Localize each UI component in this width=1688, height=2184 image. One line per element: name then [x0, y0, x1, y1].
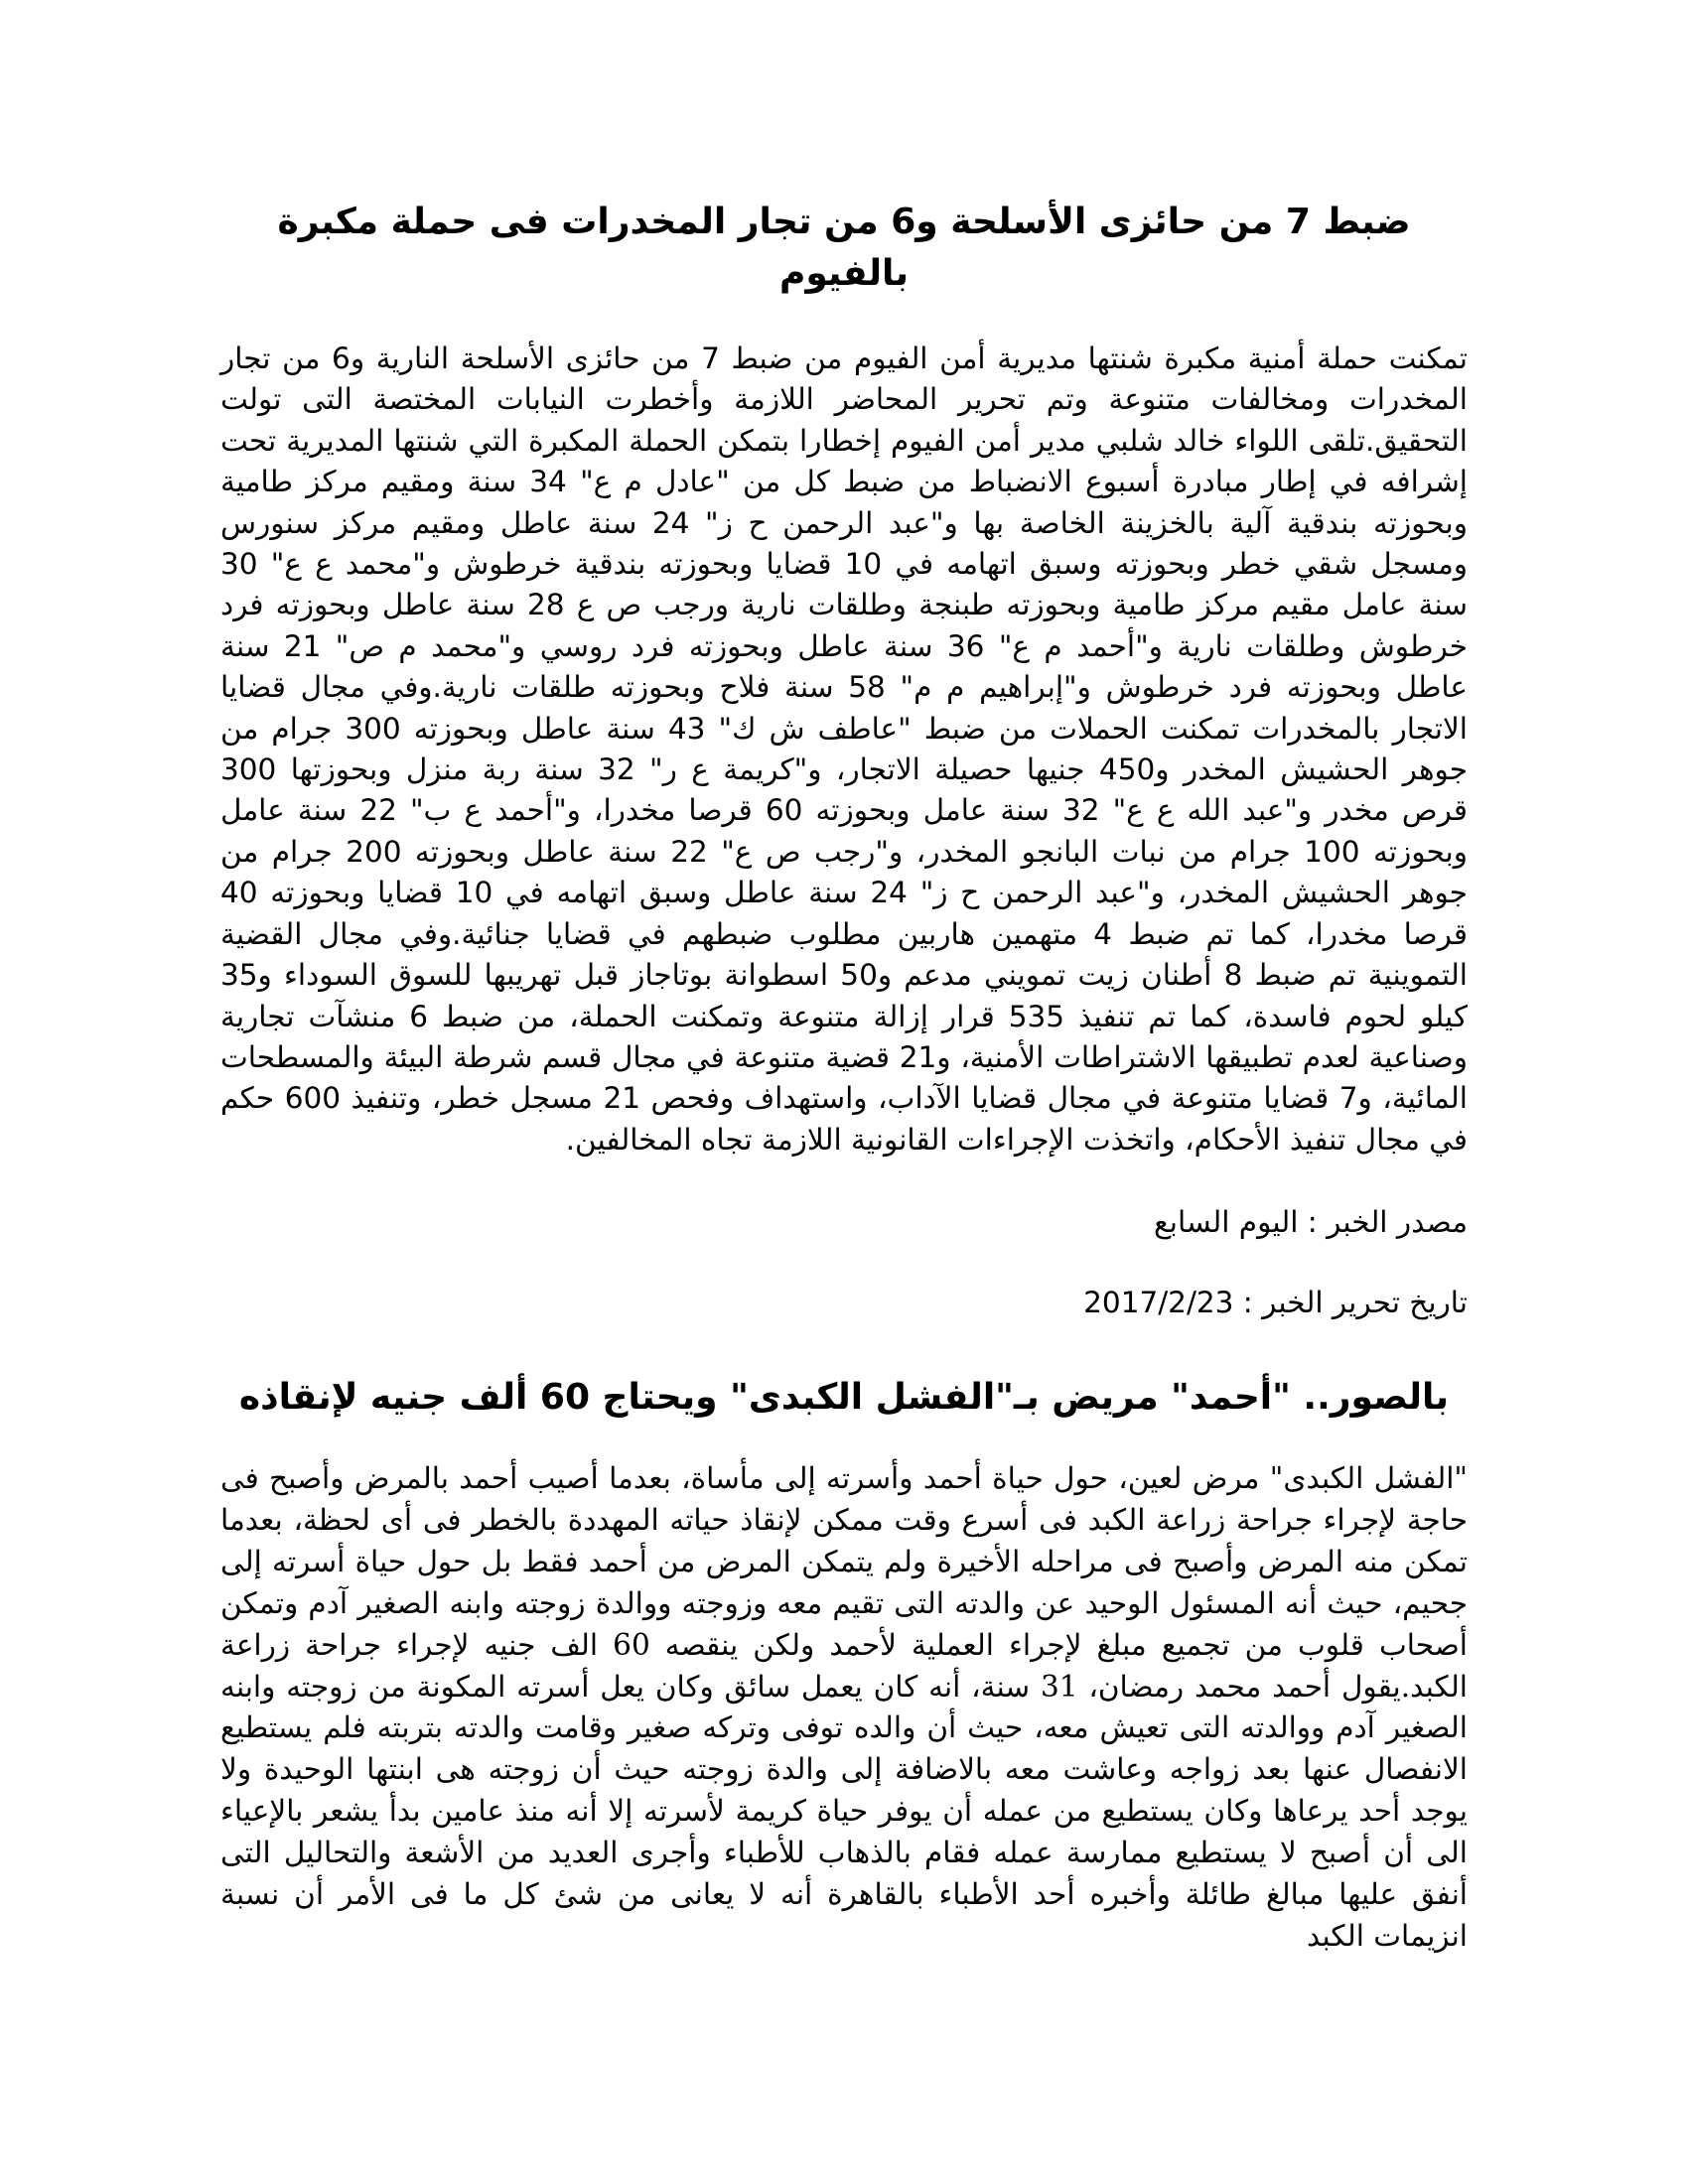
- news-date-line: تاريخ تحرير الخبر : 2017/2/23: [1083, 1286, 1468, 1319]
- article-body: تمكنت حملة أمنية مكبرة شنتها مديرية أمن الفيوم من ضبط 7 من حائزى الأسلحة النارية و6 من تجار المخدرات ومخالفات متنوعة وتم تحرير المحاضر اللازمة وأخطرت النيابات المختصة التى تولت التحقيق.تلقى اللواء خالد شلبي مدير أمن الفيوم إخطارا بتمكن الحملة المكبرة التي شنتها المديرية تحت إشرافه في إطار مبادرة أسبوع الانضباط من ضبط كل من "عادل م ع" 34 سنة ومقيم مركز طامية وبحوزته بندقية آلية بالخزينة الخاصة بها و"عبد الرحمن ح ز" 24 سنة عاطل ومقيم مركز سنورس ومسجل شقي خطر وبحوزته وسبق اتهامه في 10 قضايا وبحوزته بندقية خرطوش و"محمد ع ع" 30 سنة عامل مقيم مركز طامية وبحوزته طبنجة وطلقات نارية ورجب ص ع 28 سنة عاطل وبحوزته فرد خرطوش وطلقات نارية و"أحمد م ع" 36 سنة عاطل وبحوزته فرد روسي و"محمد م ص" 21 سنة عاطل وبحوزته فرد خرطوش و"إبراهيم م م" 58 سنة فلاح وبحوزته طلقات نارية.وفي مجال قضايا الاتجار بالمخدرات تمكنت الحملات من ضبط "عاطف ش ك" 43 سنة عاطل وبحوزته 300 جرام من جوهر الحشيش المخدر و450 جنيها حصيلة الاتجار، و"كريمة ع ر" 32 سنة ربة منزل وبحوزتها 300 قرص مخدر و"عبد الله ع ع" 32 سنة عامل وبحوزته 60 قرصا مخدرا، و"أحمد ع ب" 22 سنة عامل وبحوزته 100 جرام من نبات البانجو المخدر، و"رجب ص ع" 22 سنة عاطل وبحوزته 200 جرام من جوهر الحشيش المخدر، و"عبد الرحمن ح ز" 24 سنة عاطل وسبق اتهامه في 10 قضايا وبحوزته 40 قرصا مخدرا، كما تم ضبط 4 متهمين هاربين مطلوب ضبطهم في قضايا جنائية.وفي مجال القضية التموينية تم ضبط 8 أطنان زيت تمويني مدعم و50 اسطوانة بوتاجاز قبل تهريبها للسوق السوداء و35 كيلو لحوم فاسدة، كما تم تنفيذ 535 قرار إزالة متنوعة وتمكنت الحملة، من ضبط 6 منشآت تجارية وصناعية لعدم تطبيقها الاشتراطات الأمنية، و21 قضية متنوعة في مجال قسم شرطة البيئة والمسطحات المائية، و7 قضايا متنوعة في مجال قضايا الآداب، واستهداف وفحص 21 مسجل خطر، وتنفيذ 600 حكم في مجال تنفيذ الأحكام، واتخذت الإجراءات القانونية اللازمة تجاه المخالفين.: [220, 341, 1469, 1157]
- news-article-weapons-drugs: [220, 197, 1468, 1160]
- news-article-liver-failure: [220, 1372, 1468, 1958]
- article-title: ضبط 7 من حائزى الأسلحة و6 من تجار المخدرات فى حملة مكبرة بالفيوم: [277, 202, 1411, 294]
- article-title: بالصور.. "أحمد" مريض بـ"الفشل الكبدى" ويحتاج 60 ألف جنيه لإنقاذه: [238, 1377, 1450, 1418]
- article-body: "الفشل الكبدى" مرض لعين، حول حياة أحمد وأسرته إلى مأساة، بعدما أصيب أحمد بالمرض وأصبح فى حاجة لإجراء جراحة زراعة الكبد فى أسرع وقت ممكن لإنقاذ حياته المهددة بالخطر فى أى لحظة، بعدما تمكن منه المرض وأصبح فى مراحله الأخيرة ولم يتمكن المرض من أحمد فقط بل حول حياة أسرته إلى جحيم، حيث أنه المسئول الوحيد عن والدته التى تقيم معه وزوجته ووالدة زوجته وابنه الصغير آدم وتمكن أصحاب قلوب من تجميع مبلغ لإجراء العملية لأحمد ولكن ينقصه 60 الف جنيه لإجراء جراحة زراعة الكبد.يقول أحمد محمد رمضان، 31 سنة، أنه كان يعمل سائق وكان يعل أسرته المكونة من زوجته وابنه الصغير آدم ووالدته التى تعيش معه، حيث أن والده توفى وتركه صغير وقامت والدته بتربته فلم يستطيع الانفصال عنها بعد زواجه وعاشت معه بالاضافة إلى والدة زوجته حيث أن زوجته هى ابنتها الوحيدة ولا يوجد أحد يرعاها وكان يستطيع من عمله أن يوفر حياة كريمة لأسرته إلا أنه منذ عامين بدأ يشعر بالإعياء الى أن أصبح لا يستطيع ممارسة عمله فقام بالذهاب للأطباء وأجرى العديد من الأشعة والتحاليل التى أنفق عليها مبالغ طائلة وأخبره أحد الأطباء بالقاهرة أنه لا يعانى من شئ كل ما فى الأمر أن نسبة انزيمات الكبد: [220, 1461, 1469, 1953]
- news-source-line: مصدر الخبر : اليوم السابع: [1154, 1205, 1468, 1239]
